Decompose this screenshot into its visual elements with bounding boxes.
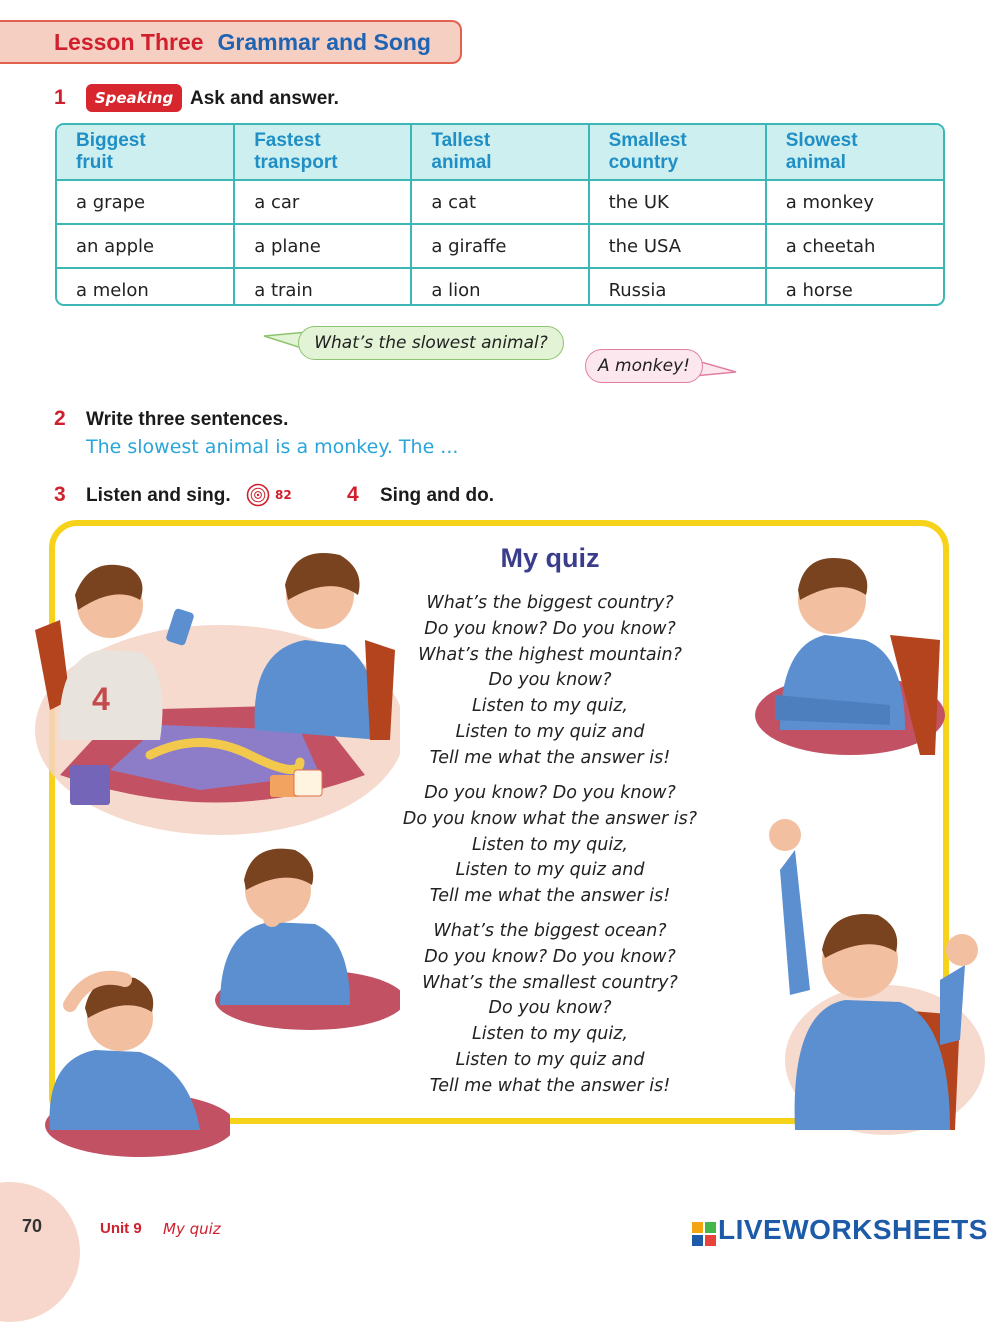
song-line: What’s the biggest ocean? [433,921,667,941]
superlatives-table [55,123,945,306]
song-line: What’s the smallest country? [422,972,678,993]
lesson-header [0,20,462,64]
speech-bubble-question [298,326,564,360]
lesson-topic: Grammar and Song [217,28,431,55]
exercise-3-number: 3 [54,483,66,506]
liveworksheets-brand: LIVEWORKSHEETS [718,1214,988,1245]
song-title: My quiz [500,543,600,573]
table-cell: a car [234,180,411,224]
table-cell: a train [234,268,411,306]
song-line: Listen to my quiz, [472,1024,628,1045]
exercise-4-instruction: Sing and do. [380,485,494,506]
liveworksheets-logo-icon [692,1222,716,1246]
table-row [57,180,943,224]
table-cell: a melon [57,268,234,306]
table-header: Biggest fruit [57,125,234,180]
song-line: Do you know? Do you know? [424,618,676,639]
puzzled-boy-illustration [30,950,230,1160]
exercise-1-number: 1 [54,86,66,109]
table-cell: a horse [785,279,853,301]
song-line: Tell me what the answer is! [429,886,671,907]
speech-bubble-answer [585,349,703,383]
table-header: Slowest animal [766,125,943,180]
table-cell: a lion [411,268,588,306]
song-line: Do you know? Do you know? [424,946,676,967]
footer-unit-title: My quiz [163,1220,221,1238]
table-cell: an apple [57,224,234,268]
song-stanza-1 [380,591,720,772]
excited-boy-illustration [750,810,985,1140]
example-sentence: The slowest animal is a monkey. The ... [86,436,459,458]
song-line: Do you know? Do you know? [424,783,676,803]
table-row [57,224,943,268]
table-cell: the USA [589,224,766,268]
song-line: Tell me what the answer is! [429,1075,671,1096]
exercise-2-number: 2 [54,407,66,430]
thinking-boy-illustration [740,545,950,765]
board-game-illustration [20,540,400,840]
exercise-2-instruction: Write three sentences. [86,409,289,430]
song-line: Do you know? [488,670,612,691]
table-cell: a plane [234,224,411,268]
table-cell: the UK [589,180,766,224]
song-stanza-2 [380,781,720,910]
table-cell: a giraffe [411,224,588,268]
song-line: Listen to my quiz, [472,696,628,717]
lesson-label: Lesson Three [54,28,204,55]
table-cell: a cheetah [766,224,943,268]
table-cell: Russia [589,268,766,306]
table-header: Smallest country [589,125,766,180]
song-line: Listen to my quiz and [455,1049,645,1070]
speaking-badge: Speaking [86,84,182,112]
exercise-4-number: 4 [347,483,359,506]
table-cell: a cat [411,180,588,224]
table-header-row [57,125,943,180]
bubble-question-text: What’s the slowest animal? [314,333,548,353]
table-header: Tallest animal [411,125,588,180]
page-number: 70 [22,1216,43,1236]
song-line: What’s the biggest country? [426,593,674,613]
table-header: Fastest transport [234,125,411,180]
song-line: Listen to my quiz, [472,834,628,855]
exercise-3-instruction: Listen and sing. [86,485,231,506]
song-line: What’s the highest mountain? [418,644,682,665]
song-line: Do you know? [488,998,612,1019]
song-line: Listen to my quiz and [455,860,645,881]
song-stanza-3 [380,919,720,1100]
table-row [57,268,943,306]
song-line: Listen to my quiz and [455,721,645,742]
audio-cd-icon[interactable] [246,483,270,507]
table-cell: a grape [57,180,234,224]
bubble-answer-text: A monkey! [598,356,690,376]
pondering-boy-illustration [200,840,400,1030]
table-cell: a monkey [766,180,943,224]
footer-unit: Unit 9 [100,1220,142,1237]
song-line: Do you know what the answer is? [402,808,698,829]
page-corner-decoration [0,1182,80,1322]
svg-text:4: 4 [92,681,110,717]
exercise-1-instruction: Ask and answer. [190,88,339,109]
track-number: 82 [275,488,292,502]
song-line: Tell me what the answer is! [429,747,671,768]
